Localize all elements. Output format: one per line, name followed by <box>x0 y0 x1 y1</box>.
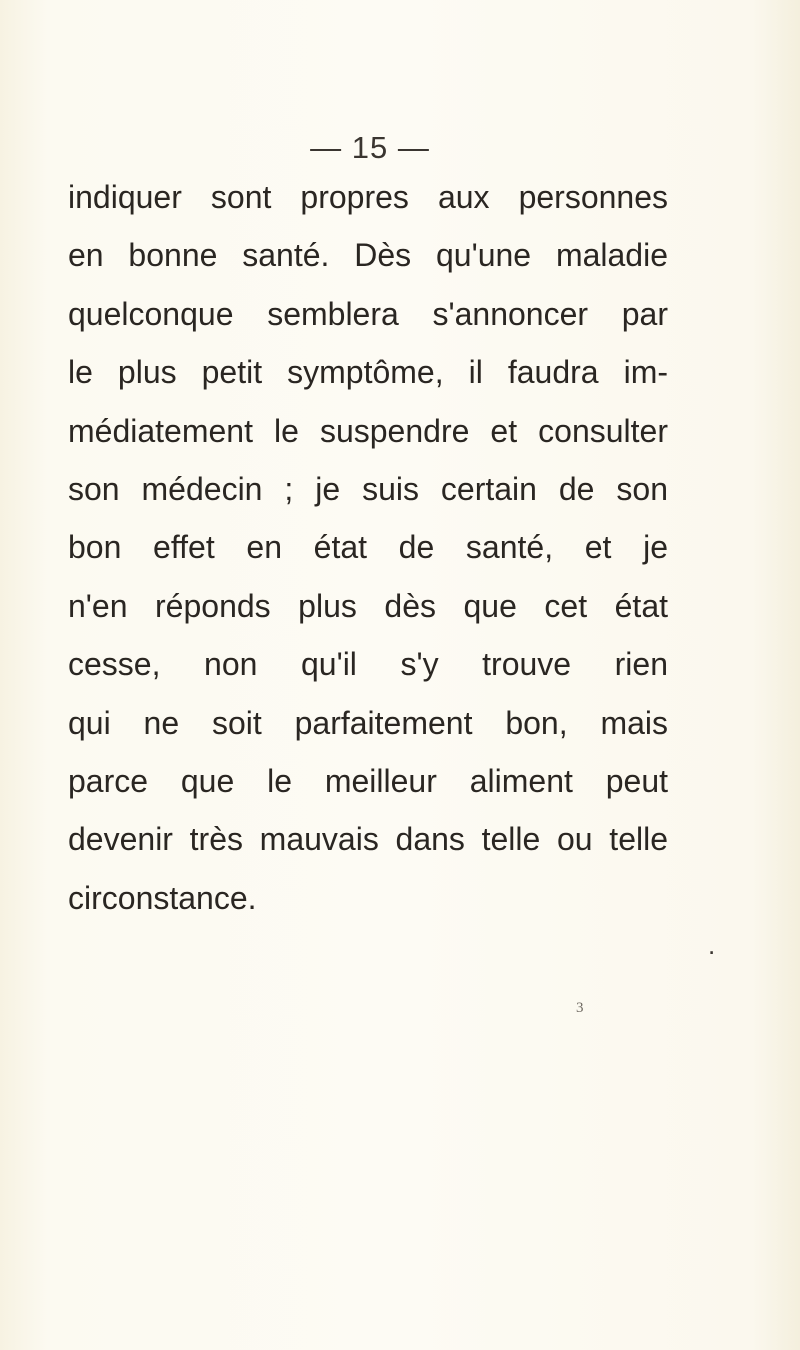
text-line: son médecin ; je suis certain de son <box>68 470 668 507</box>
text-line: médiatement le suspendre et consulter <box>68 412 668 449</box>
text-line: en bonne santé. Dès qu'une maladie <box>68 237 668 274</box>
text-line: qui ne soit parfaitement bon, mais <box>68 704 668 741</box>
body-text <box>68 168 668 927</box>
text-line: cesse, non qu'il s'y trouve rien <box>68 646 668 683</box>
text-line: parce que le meilleur aliment peut <box>68 762 668 799</box>
text-line: bon effet en état de santé, et je <box>68 529 668 566</box>
text-line: le plus petit symptôme, il faudra im- <box>68 354 668 391</box>
text-line: n'en réponds plus dès que cet état <box>68 587 668 624</box>
text-line: quelconque semblera s'annoncer par <box>68 295 668 332</box>
signature-mark: 3 <box>576 1000 584 1016</box>
text-line-last: circonstance. <box>68 879 257 916</box>
text-line: devenir très mauvais dans telle ou telle <box>68 821 668 858</box>
page-number: — 15 — <box>310 130 430 165</box>
stray-dot: . <box>708 930 716 960</box>
text-line: indiquer sont propres aux personnes <box>68 179 668 215</box>
